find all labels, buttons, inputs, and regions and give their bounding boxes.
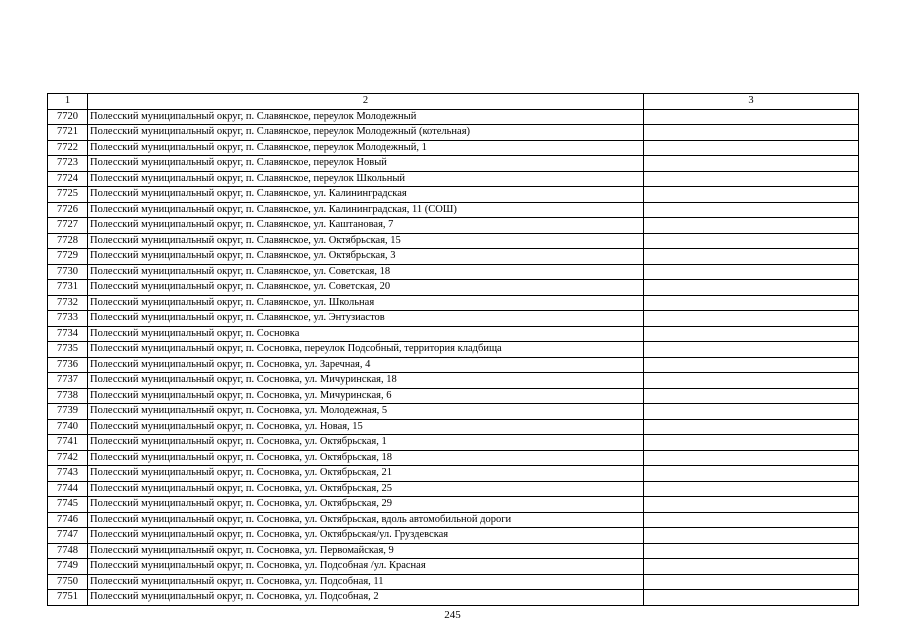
row-number-cell: 7742 <box>48 450 88 466</box>
table-row <box>48 528 859 544</box>
row-address-cell: Полесский муниципальный округ, п. Славянское, переулок Новый <box>88 156 644 172</box>
table-header-row <box>48 94 859 110</box>
row-note-cell <box>644 156 859 172</box>
row-address-cell: Полесский муниципальный округ, п. Славянское, переулок Молодежный (котельная) <box>88 125 644 141</box>
row-address-cell: Полесский муниципальный округ, п. Сосновка, ул. Октябрьская, 18 <box>88 450 644 466</box>
row-note-cell <box>644 419 859 435</box>
row-number-cell: 7735 <box>48 342 88 358</box>
row-number-cell: 7748 <box>48 543 88 559</box>
table-row <box>48 419 859 435</box>
page-number: 245 <box>444 609 461 621</box>
table-body <box>48 109 859 605</box>
row-number-cell: 7750 <box>48 574 88 590</box>
table-row <box>48 543 859 559</box>
row-address-cell: Полесский муниципальный округ, п. Сосновка, ул. Заречная, 4 <box>88 357 644 373</box>
row-address-cell: Полесский муниципальный округ, п. Славянское, ул. Советская, 20 <box>88 280 644 296</box>
table-row <box>48 140 859 156</box>
row-address-cell: Полесский муниципальный округ, п. Сосновка, ул. Октябрьская, 25 <box>88 481 644 497</box>
row-number-cell: 7746 <box>48 512 88 528</box>
row-address-cell: Полесский муниципальный округ, п. Сосновка, ул. Новая, 15 <box>88 419 644 435</box>
table-row <box>48 249 859 265</box>
row-note-cell <box>644 125 859 141</box>
row-address-cell: Полесский муниципальный округ, п. Славянское, ул. Калининградская <box>88 187 644 203</box>
row-note-cell <box>644 109 859 125</box>
table-row <box>48 156 859 172</box>
row-address-cell: Полесский муниципальный округ, п. Славянское, ул. Каштановая, 7 <box>88 218 644 234</box>
row-address-cell: Полесский муниципальный округ, п. Сосновка, ул. Подсобная, 11 <box>88 574 644 590</box>
row-address-cell: Полесский муниципальный округ, п. Сосновка <box>88 326 644 342</box>
row-number-cell: 7729 <box>48 249 88 265</box>
row-number-cell: 7739 <box>48 404 88 420</box>
row-number-cell: 7734 <box>48 326 88 342</box>
table-row <box>48 202 859 218</box>
table-row <box>48 388 859 404</box>
row-note-cell <box>644 264 859 280</box>
table-row <box>48 512 859 528</box>
row-note-cell <box>644 342 859 358</box>
table-row <box>48 264 859 280</box>
row-note-cell <box>644 497 859 513</box>
row-number-cell: 7733 <box>48 311 88 327</box>
row-address-cell: Полесский муниципальный округ, п. Славянское, ул. Школьная <box>88 295 644 311</box>
column-header-address: 2 <box>88 94 644 110</box>
table-row <box>48 466 859 482</box>
row-note-cell <box>644 280 859 296</box>
row-address-cell: Полесский муниципальный округ, п. Славянское, переулок Молодежный <box>88 109 644 125</box>
row-note-cell <box>644 574 859 590</box>
address-table <box>47 93 859 606</box>
row-address-cell: Полесский муниципальный округ, п. Сосновка, ул. Подсобная, 2 <box>88 590 644 606</box>
row-address-cell: Полесский муниципальный округ, п. Сосновка, ул. Первомайская, 9 <box>88 543 644 559</box>
row-note-cell <box>644 295 859 311</box>
table-row <box>48 109 859 125</box>
row-number-cell: 7736 <box>48 357 88 373</box>
table-row <box>48 187 859 203</box>
table-row <box>48 404 859 420</box>
row-number-cell: 7749 <box>48 559 88 575</box>
table-row <box>48 171 859 187</box>
table-row <box>48 435 859 451</box>
row-number-cell: 7737 <box>48 373 88 389</box>
row-number-cell: 7745 <box>48 497 88 513</box>
table-row <box>48 311 859 327</box>
row-address-cell: Полесский муниципальный округ, п. Славянское, ул. Советская, 18 <box>88 264 644 280</box>
table-row <box>48 342 859 358</box>
row-note-cell <box>644 187 859 203</box>
column-header-number: 1 <box>48 94 88 110</box>
row-number-cell: 7722 <box>48 140 88 156</box>
row-note-cell <box>644 140 859 156</box>
table-row <box>48 497 859 513</box>
row-address-cell: Полесский муниципальный округ, п. Сосновка, ул. Молодежная, 5 <box>88 404 644 420</box>
table-row <box>48 481 859 497</box>
row-address-cell: Полесский муниципальный округ, п. Славянское, ул. Энтузиастов <box>88 311 644 327</box>
row-number-cell: 7740 <box>48 419 88 435</box>
row-number-cell: 7726 <box>48 202 88 218</box>
row-note-cell <box>644 481 859 497</box>
row-number-cell: 7747 <box>48 528 88 544</box>
row-number-cell: 7731 <box>48 280 88 296</box>
row-address-cell: Полесский муниципальный округ, п. Славянское, ул. Октябрьская, 3 <box>88 249 644 265</box>
row-number-cell: 7751 <box>48 590 88 606</box>
row-number-cell: 7732 <box>48 295 88 311</box>
table-row <box>48 574 859 590</box>
row-note-cell <box>644 202 859 218</box>
row-note-cell <box>644 326 859 342</box>
row-address-cell: Полесский муниципальный округ, п. Славянское, переулок Молодежный, 1 <box>88 140 644 156</box>
row-note-cell <box>644 404 859 420</box>
row-address-cell: Полесский муниципальный округ, п. Сосновка, ул. Подсобная /ул. Красная <box>88 559 644 575</box>
row-number-cell: 7744 <box>48 481 88 497</box>
row-note-cell <box>644 249 859 265</box>
row-number-cell: 7727 <box>48 218 88 234</box>
column-header-note: 3 <box>644 94 859 110</box>
table-row <box>48 373 859 389</box>
table-row <box>48 280 859 296</box>
row-address-cell: Полесский муниципальный округ, п. Славянское, ул. Калининградская, 11 (СОШ) <box>88 202 644 218</box>
row-number-cell: 7723 <box>48 156 88 172</box>
row-address-cell: Полесский муниципальный округ, п. Славянское, переулок Школьный <box>88 171 644 187</box>
row-number-cell: 7720 <box>48 109 88 125</box>
row-note-cell <box>644 528 859 544</box>
table-row <box>48 559 859 575</box>
table-row <box>48 450 859 466</box>
row-note-cell <box>644 373 859 389</box>
document-page <box>47 93 858 606</box>
row-address-cell: Полесский муниципальный округ, п. Сосновка, переулок Подсобный, территория кладбища <box>88 342 644 358</box>
row-note-cell <box>644 435 859 451</box>
row-note-cell <box>644 171 859 187</box>
row-address-cell: Полесский муниципальный округ, п. Сосновка, ул. Октябрьская, вдоль автомобильной дороги <box>88 512 644 528</box>
row-note-cell <box>644 559 859 575</box>
table-row <box>48 125 859 141</box>
table-row <box>48 218 859 234</box>
row-number-cell: 7741 <box>48 435 88 451</box>
row-number-cell: 7730 <box>48 264 88 280</box>
row-note-cell <box>644 512 859 528</box>
row-note-cell <box>644 218 859 234</box>
row-note-cell <box>644 233 859 249</box>
table-row <box>48 295 859 311</box>
row-address-cell: Полесский муниципальный округ, п. Сосновка, ул. Мичуринская, 6 <box>88 388 644 404</box>
table-row <box>48 357 859 373</box>
row-note-cell <box>644 543 859 559</box>
row-address-cell: Полесский муниципальный округ, п. Сосновка, ул. Октябрьская, 21 <box>88 466 644 482</box>
row-number-cell: 7725 <box>48 187 88 203</box>
row-number-cell: 7728 <box>48 233 88 249</box>
row-address-cell: Полесский муниципальный округ, п. Сосновка, ул. Октябрьская/ул. Груздевская <box>88 528 644 544</box>
row-number-cell: 7738 <box>48 388 88 404</box>
row-note-cell <box>644 590 859 606</box>
row-address-cell: Полесский муниципальный округ, п. Сосновка, ул. Октябрьская, 1 <box>88 435 644 451</box>
row-note-cell <box>644 311 859 327</box>
table-row <box>48 233 859 249</box>
row-number-cell: 7721 <box>48 125 88 141</box>
row-note-cell <box>644 466 859 482</box>
row-note-cell <box>644 450 859 466</box>
row-address-cell: Полесский муниципальный округ, п. Сосновка, ул. Мичуринская, 18 <box>88 373 644 389</box>
row-note-cell <box>644 388 859 404</box>
row-number-cell: 7724 <box>48 171 88 187</box>
row-number-cell: 7743 <box>48 466 88 482</box>
row-address-cell: Полесский муниципальный округ, п. Сосновка, ул. Октябрьская, 29 <box>88 497 644 513</box>
table-row <box>48 590 859 606</box>
row-note-cell <box>644 357 859 373</box>
row-address-cell: Полесский муниципальный округ, п. Славянское, ул. Октябрьская, 15 <box>88 233 644 249</box>
table-row <box>48 326 859 342</box>
